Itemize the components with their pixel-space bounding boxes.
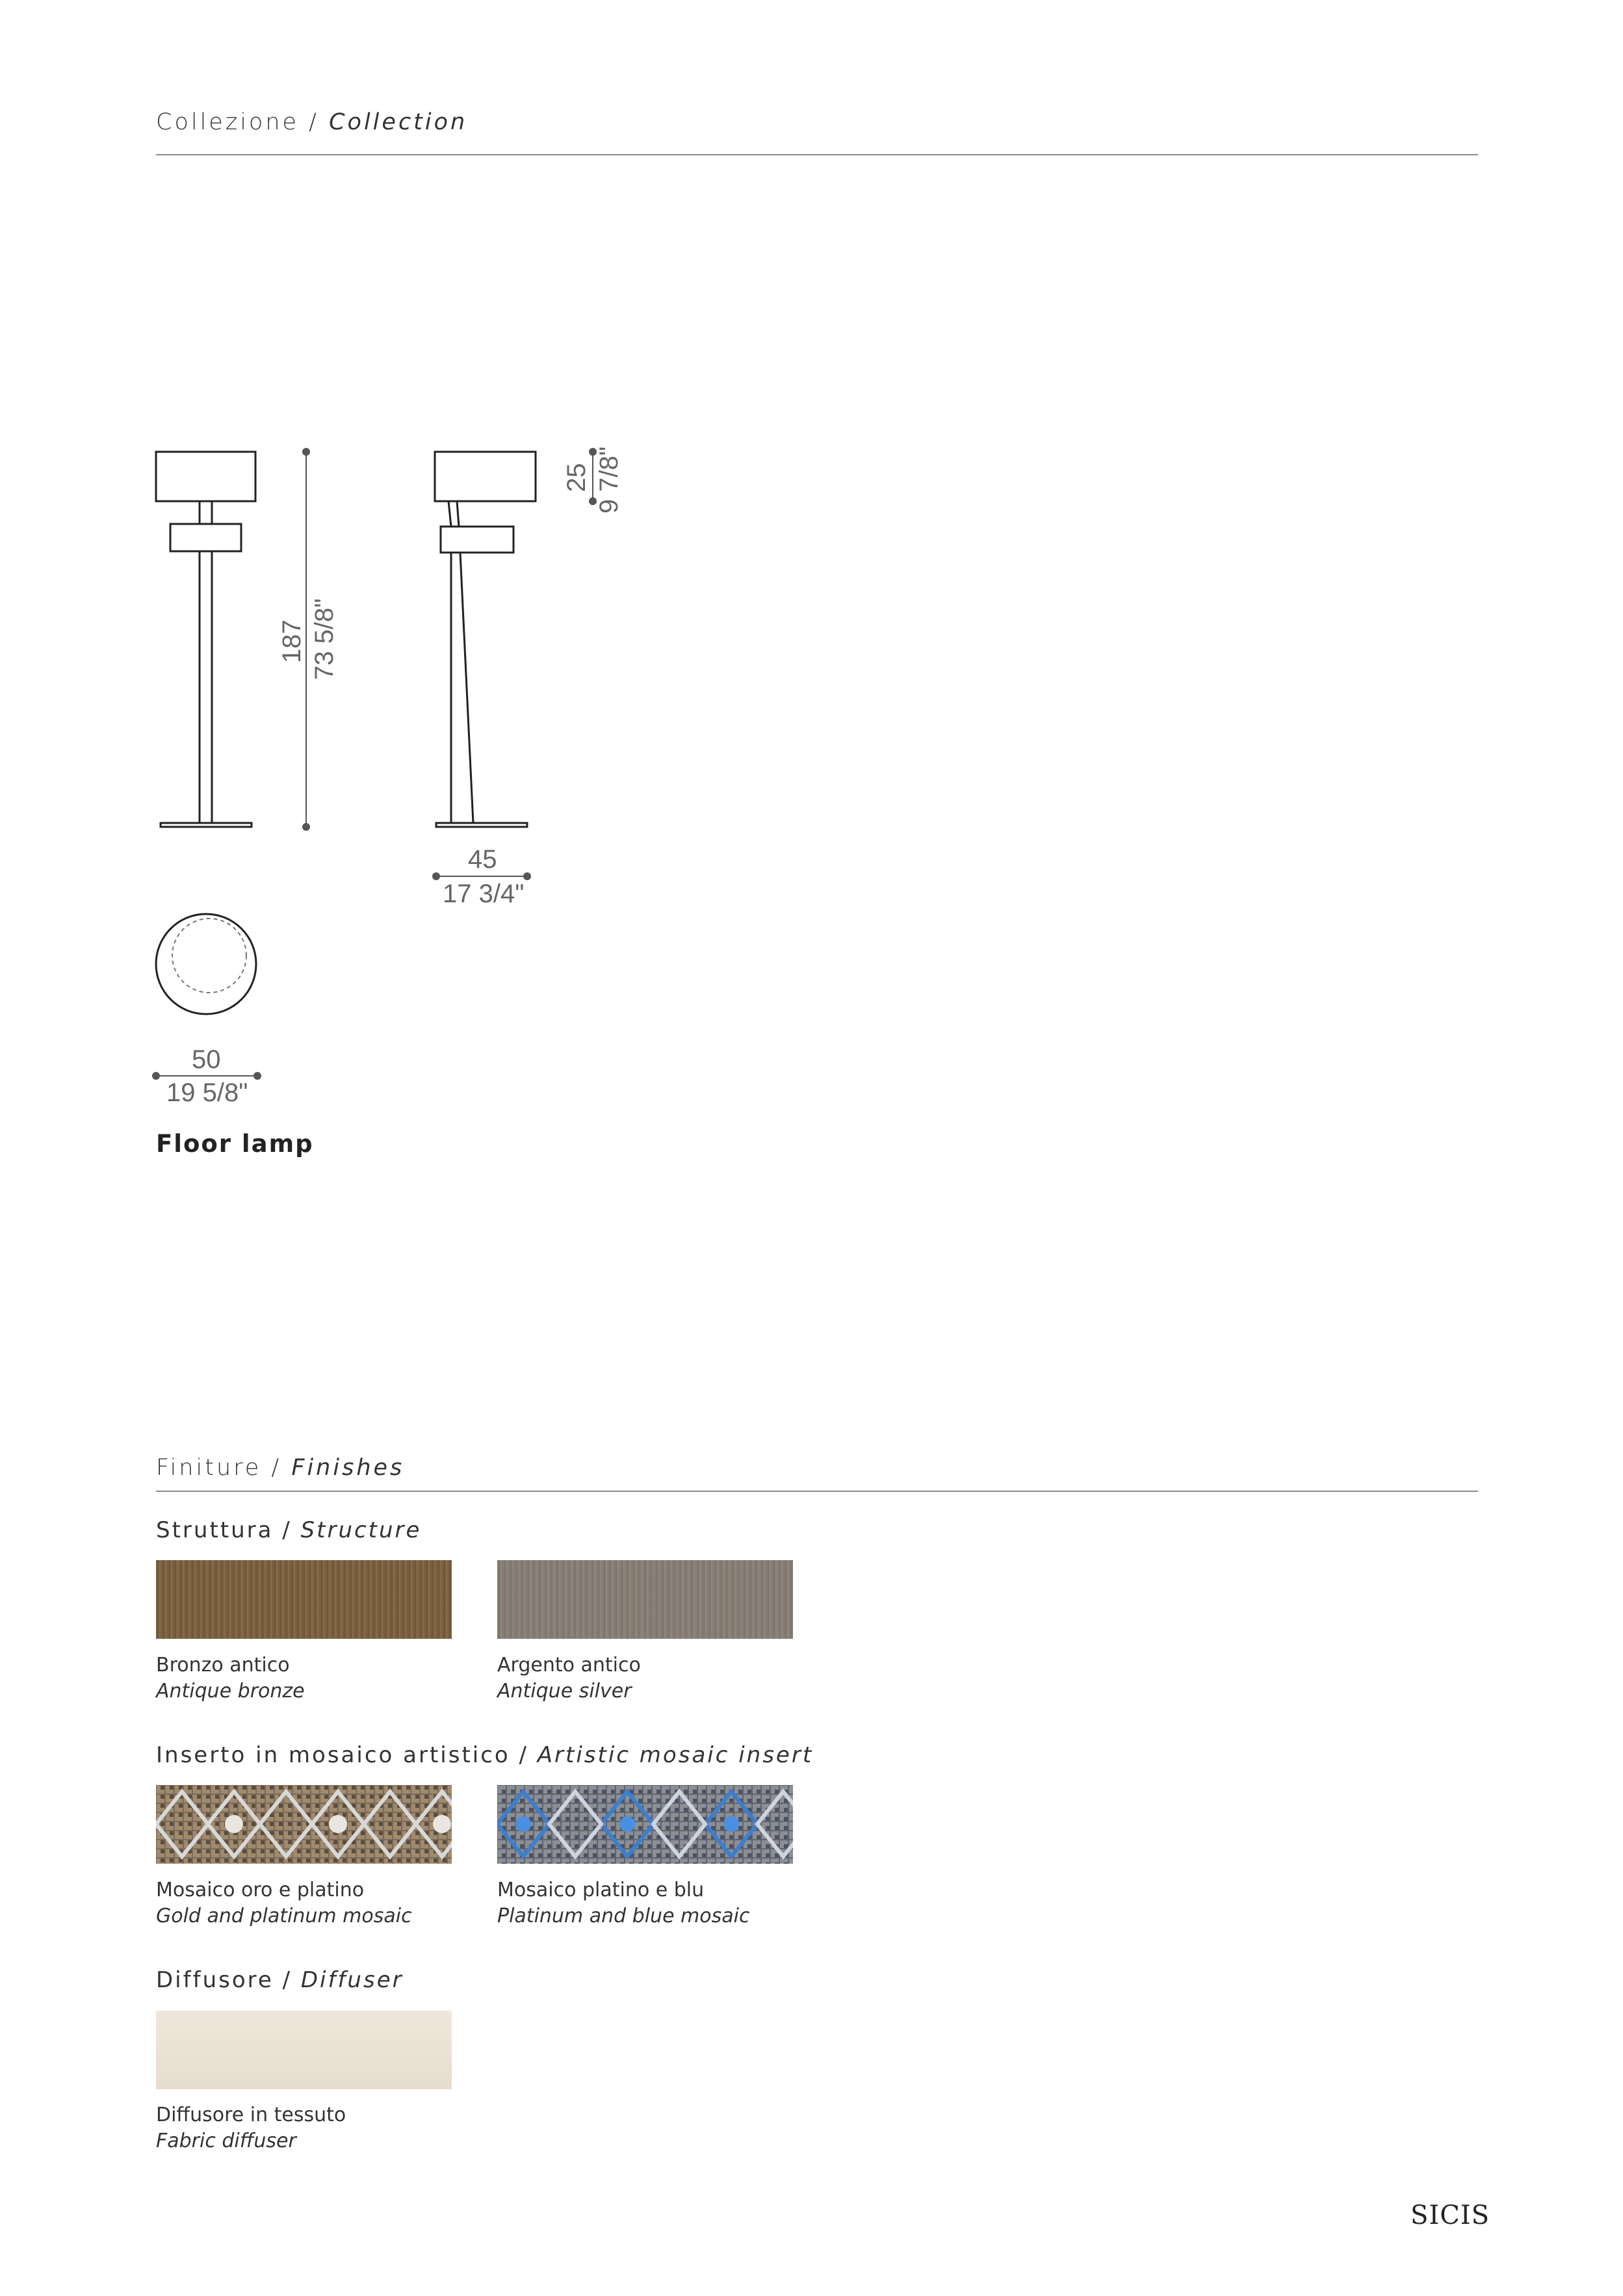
product-name: Floor lamp xyxy=(156,1130,314,1158)
diffuser-heading xyxy=(156,1967,404,1993)
front-view xyxy=(156,452,255,827)
caption-en: Gold and platinum mosaic xyxy=(156,1905,412,1927)
swatch-platinum-blue-mosaic xyxy=(497,1785,793,1864)
structure-heading-it: Struttura / xyxy=(156,1517,301,1543)
mosaic-heading xyxy=(156,1742,813,1768)
caption-en: Antique bronze xyxy=(156,1680,305,1702)
caption-antique-silver xyxy=(497,1652,641,1704)
structure-heading-en: Structure xyxy=(300,1517,422,1543)
diffuser-heading-en: Diffuser xyxy=(300,1967,404,1993)
collection-heading-it: Collezione / xyxy=(156,109,330,135)
diffuser-heading-it: Diffusore / xyxy=(156,1967,301,1993)
caption-it: Mosaico oro e platino xyxy=(156,1879,365,1901)
caption-en: Fabric diffuser xyxy=(156,2130,296,2152)
structure-heading xyxy=(156,1517,421,1543)
height-cm-label: 187 xyxy=(278,620,306,663)
swatch-fabric-diffuser xyxy=(156,2011,452,2089)
caption-fabric-diffuser xyxy=(156,2102,346,2154)
collection-heading-en: Collection xyxy=(329,109,468,135)
finishes-heading-en: Finishes xyxy=(291,1455,405,1481)
depth-cm-label: 45 xyxy=(468,845,497,874)
caption-platinum-blue-mosaic xyxy=(497,1877,749,1929)
finishes-heading xyxy=(156,1455,404,1481)
height-in-label: 73 5/8" xyxy=(310,598,339,680)
diameter-in-label: 19 5/8" xyxy=(166,1078,248,1107)
caption-en: Platinum and blue mosaic xyxy=(497,1905,750,1927)
finishes-divider xyxy=(156,1491,1478,1492)
caption-it: Mosaico platino e blu xyxy=(497,1879,705,1901)
swatch-antique-bronze xyxy=(156,1560,452,1639)
diameter-cm-label: 50 xyxy=(192,1045,221,1074)
mosaic-heading-it: Inserto in mosaico artistico / xyxy=(156,1742,538,1768)
caption-it: Bronzo antico xyxy=(156,1654,290,1676)
swatch-antique-silver xyxy=(497,1560,793,1639)
side-view xyxy=(435,452,536,827)
shade-cm-label: 25 xyxy=(562,463,591,492)
caption-en: Antique silver xyxy=(497,1680,632,1702)
caption-it: Argento antico xyxy=(497,1654,641,1676)
swatch-gold-platinum-mosaic xyxy=(156,1785,452,1864)
finishes-heading-it: Finiture / xyxy=(156,1455,292,1481)
top-view xyxy=(156,914,256,1014)
mosaic-heading-en: Artistic mosaic insert xyxy=(537,1742,814,1768)
depth-in-label: 17 3/4" xyxy=(443,880,525,908)
brand-logo: SICIS xyxy=(1410,2200,1490,2230)
shade-in-label: 9 7/8" xyxy=(595,446,623,514)
caption-gold-platinum-mosaic xyxy=(156,1877,412,1929)
caption-it: Diffusore in tessuto xyxy=(156,2104,346,2126)
caption-antique-bronze xyxy=(156,1652,305,1704)
